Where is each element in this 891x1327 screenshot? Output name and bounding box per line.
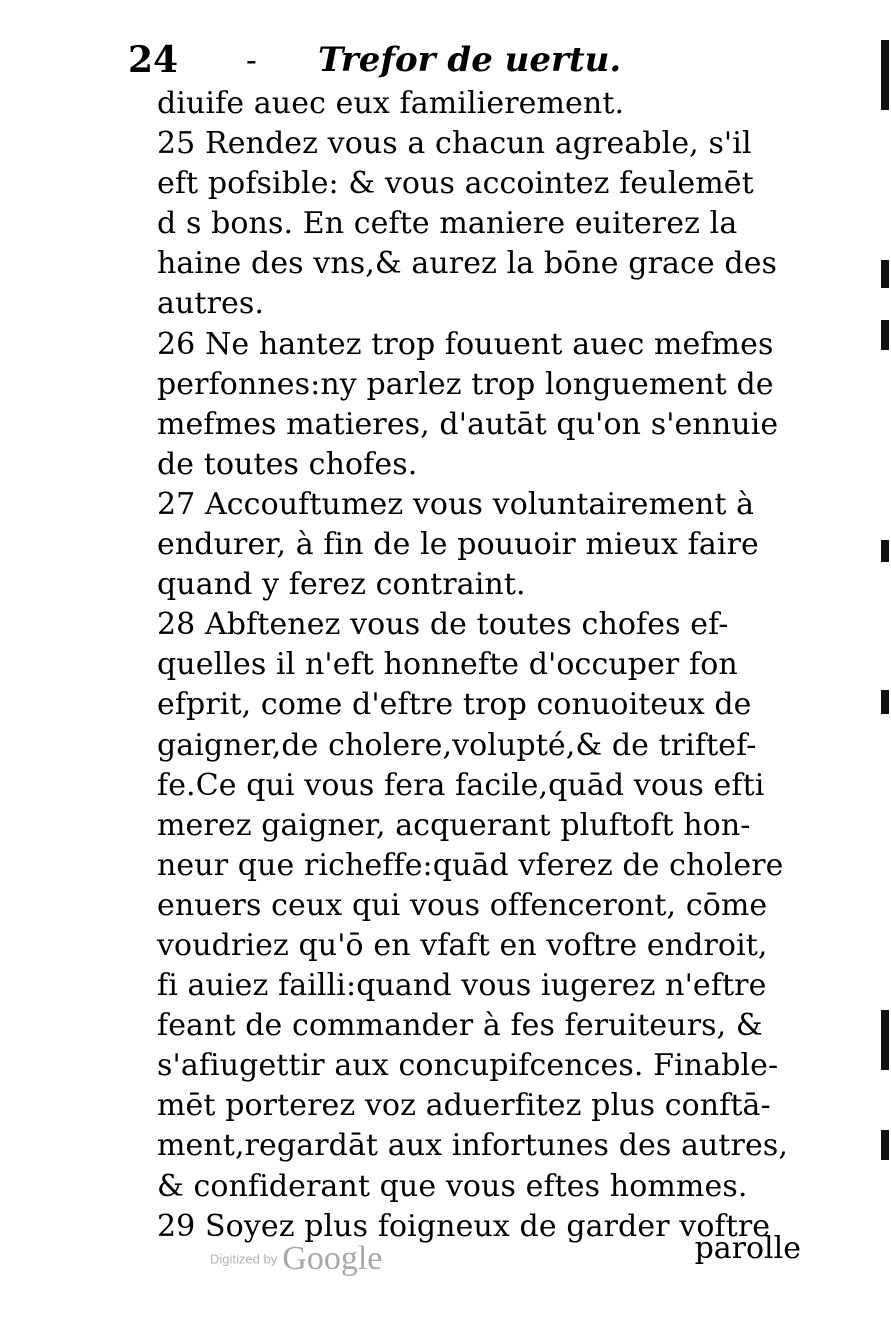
- text-line: 28 Abftenez vous de toutes chofes ef-: [157, 607, 729, 643]
- text-line: enuers ceux qui vous offenceront, cōme: [157, 887, 768, 923]
- text-line: fi auiez failli:quand vous iugerez n'eftre: [157, 968, 767, 1004]
- text-line: de toutes chofes.: [157, 446, 418, 482]
- bleed-mark: [881, 1010, 889, 1070]
- text-line: gaigner,de cholere,volupté,& de triftef-: [157, 727, 757, 763]
- page-header: [128, 38, 688, 82]
- text-line: fe.Ce qui vous fera facile,quād vous efti: [157, 767, 765, 803]
- digitized-by-label: Digitized by: [210, 1251, 278, 1267]
- page-edge-bleed: [877, 0, 891, 1327]
- bleed-mark: [881, 40, 889, 110]
- text-line: feant de commander à fes feruiteurs, &: [157, 1008, 763, 1044]
- bleed-mark: [881, 1130, 889, 1160]
- text-line: autres.: [157, 286, 264, 322]
- text-line: quand y ferez contraint.: [157, 567, 526, 603]
- text-line: d s bons. En cefte maniere euiterez la: [157, 206, 738, 242]
- text-line: & confiderant que vous eftes hommes.: [157, 1168, 748, 1204]
- text-line: haine des vns,& aurez la bōne grace des: [157, 246, 778, 282]
- header-dash: -: [246, 41, 257, 79]
- text-line: 26 Ne hantez trop fouuent auec mefmes: [157, 326, 774, 362]
- text-line: ment,regardāt aux infortunes des autres,: [157, 1128, 788, 1164]
- text-line: s'afiugettir aux concupifcences. Finable-: [157, 1048, 779, 1084]
- page-number: 24: [128, 39, 179, 81]
- text-line: mefmes matieres, d'autāt qu'on s'ennuie: [157, 406, 779, 442]
- bleed-mark: [881, 320, 889, 350]
- bleed-mark: [881, 540, 889, 562]
- body-text: [157, 84, 807, 1247]
- text-line: quelles il n'eft honnefte d'occuper fon: [157, 647, 738, 683]
- text-line: diuife auec eux familierement.: [157, 86, 625, 121]
- bleed-mark: [881, 690, 889, 714]
- text-line: 27 Accouftumez vous voluntairement à: [157, 486, 755, 522]
- bleed-mark: [881, 260, 889, 288]
- text-line: endurer, à fin de le pouuoir mieux faire: [157, 527, 759, 563]
- text-line: mēt porterez voz aduerfitez plus conftā-: [157, 1088, 771, 1124]
- running-title: Trefor de uertu.: [318, 40, 622, 80]
- text-line: 29 Soyez plus foigneux de garder voftre: [157, 1208, 771, 1244]
- catchword: parolle: [694, 1231, 801, 1266]
- text-line: perfonnes:ny parlez trop longuement de: [157, 366, 774, 402]
- text-line: neur que richeffe:quād vferez de cholere: [157, 847, 784, 883]
- text-line: efprit, come d'eftre trop conuoiteux de: [157, 687, 752, 723]
- text-line: 25 Rendez vous a chacun agreable, s'il: [157, 126, 752, 162]
- text-line: eft pofsible: & vous accointez feulemēt: [157, 166, 754, 202]
- google-logo: Google: [282, 1240, 383, 1277]
- digitized-watermark: [210, 1240, 382, 1280]
- text-line: voudriez qu'ō en vfaft en voftre endroit,: [157, 927, 768, 963]
- text-line: merez gaigner, acquerant pluftoft hon-: [157, 807, 751, 843]
